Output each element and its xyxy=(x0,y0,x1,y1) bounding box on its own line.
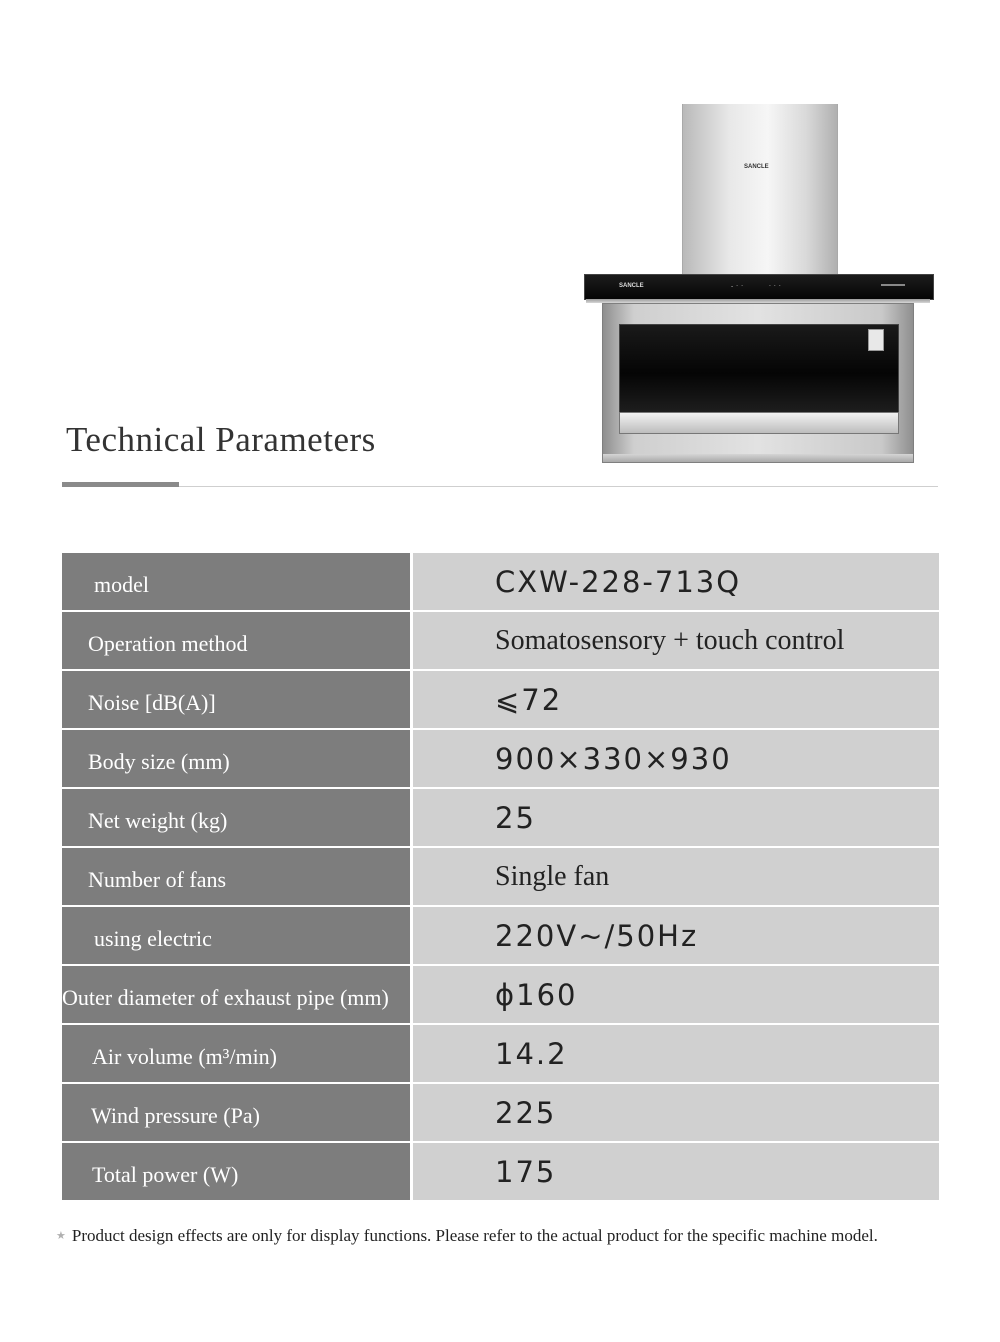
row-label: Number of fans xyxy=(62,848,410,905)
row-label: Wind pressure (Pa) xyxy=(62,1084,410,1141)
chimney-brand-logo: SANCLE xyxy=(744,164,769,170)
hood-lower-bar xyxy=(619,412,899,434)
range-hood-product-image xyxy=(584,104,934,466)
table-row xyxy=(62,1084,939,1141)
footnote-text: Product design effects are only for display functions. Please refer to the actual product for the specific machine model. xyxy=(71,1226,878,1245)
row-value: 225 xyxy=(413,1084,939,1141)
table-row xyxy=(62,612,939,669)
table-row xyxy=(62,907,939,964)
energy-label-sticker xyxy=(868,329,884,351)
row-value: 14.2 xyxy=(413,1025,939,1082)
row-label: model xyxy=(62,553,410,610)
panel-controls-right: ··· xyxy=(769,283,784,290)
table-row xyxy=(62,730,939,787)
row-label: Air volume (m³/min) xyxy=(62,1025,410,1082)
page-title: Technical Parameters xyxy=(66,420,376,459)
row-label: Outer diameter of exhaust pipe (mm) xyxy=(62,966,410,1023)
row-label: Body size (mm) xyxy=(62,730,410,787)
table-row xyxy=(62,966,939,1023)
footnote xyxy=(56,1226,878,1246)
panel-marking xyxy=(881,284,905,286)
row-value: ⩽72 xyxy=(413,671,939,728)
panel-brand-logo: SANCLE xyxy=(619,283,644,289)
row-value: 175 xyxy=(413,1143,939,1200)
row-value: 25 xyxy=(413,789,939,846)
table-row xyxy=(62,553,939,610)
table-row xyxy=(62,848,939,905)
table-row xyxy=(62,1143,939,1200)
row-value: 220V~/50Hz xyxy=(413,907,939,964)
row-value: 900×330×930 xyxy=(413,730,939,787)
hood-glass-panel xyxy=(619,324,899,414)
row-label: Noise [dB(A)] xyxy=(62,671,410,728)
table-row xyxy=(62,1025,939,1082)
row-label: Net weight (kg) xyxy=(62,789,410,846)
row-label: Operation method xyxy=(62,612,410,669)
row-value: Somatosensory + touch control xyxy=(413,612,939,669)
row-value: ϕ160 xyxy=(413,966,939,1023)
parameters-table xyxy=(62,553,939,1202)
row-label: using electric xyxy=(62,907,410,964)
row-label: Total power (W) xyxy=(62,1143,410,1200)
row-value: Single fan xyxy=(413,848,939,905)
hood-bottom-edge xyxy=(603,454,913,462)
panel-controls-left: -·· xyxy=(731,283,746,290)
star-icon: ★ xyxy=(56,1230,66,1242)
hood-control-panel xyxy=(584,274,934,300)
hood-chimney xyxy=(682,104,838,276)
table-row xyxy=(62,789,939,846)
title-divider xyxy=(62,486,938,487)
row-value: CXW-228-713Q xyxy=(413,553,939,610)
hood-body xyxy=(602,303,914,463)
table-row xyxy=(62,671,939,728)
title-divider-accent xyxy=(62,482,179,487)
